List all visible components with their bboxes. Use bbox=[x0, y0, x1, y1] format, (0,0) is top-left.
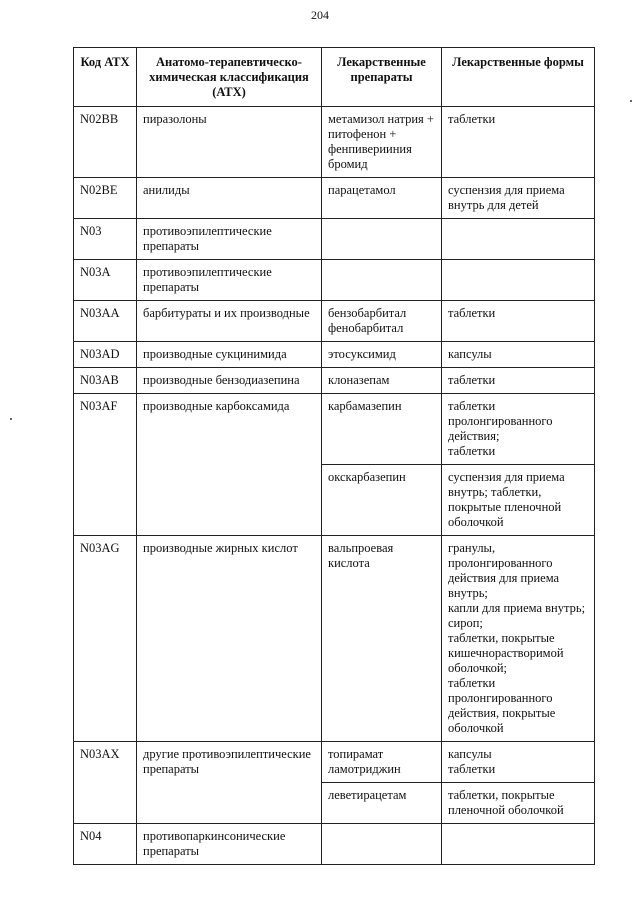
atx-code-cell: N03AD bbox=[74, 342, 137, 368]
form-cell bbox=[442, 260, 595, 301]
form-cell: таблетки bbox=[442, 368, 595, 394]
drug-cell: этосуксимид bbox=[322, 342, 442, 368]
atx-code-cell: N03AX bbox=[74, 742, 137, 824]
atx-code-cell: N03AA bbox=[74, 301, 137, 342]
table-row bbox=[74, 342, 595, 368]
form-cell bbox=[442, 219, 595, 260]
table-row bbox=[74, 368, 595, 394]
drug-cell: леветирацетам bbox=[322, 783, 442, 824]
classification-cell: другие противоэпилептические препараты bbox=[137, 742, 322, 824]
atx-code-cell: N04 bbox=[74, 824, 137, 865]
drug-cell bbox=[322, 824, 442, 865]
form-cell: таблетки bbox=[442, 301, 595, 342]
scan-speck bbox=[630, 100, 632, 102]
classification-cell: производные жирных кислот bbox=[137, 536, 322, 742]
table-row bbox=[74, 394, 595, 465]
atx-code-cell: N03 bbox=[74, 219, 137, 260]
table-row bbox=[74, 824, 595, 865]
drug-cell: вальпроевая кислота bbox=[322, 536, 442, 742]
form-cell: капсулы bbox=[442, 342, 595, 368]
form-cell: таблетки пролонгированного действия; таблетки bbox=[442, 394, 595, 465]
drug-cell: парацетамол bbox=[322, 178, 442, 219]
header-code: Код АТХ bbox=[74, 48, 137, 107]
drug-cell: топирамат ламотриджин bbox=[322, 742, 442, 783]
classification-cell: противоэпилептические препараты bbox=[137, 219, 322, 260]
scan-speck bbox=[10, 418, 12, 420]
page-number: 204 bbox=[311, 8, 329, 22]
classification-cell: производные сукцинимида bbox=[137, 342, 322, 368]
form-cell: капсулы таблетки bbox=[442, 742, 595, 783]
table-row bbox=[74, 178, 595, 219]
drug-cell bbox=[322, 260, 442, 301]
form-cell: суспензия для приема внутрь для детей bbox=[442, 178, 595, 219]
atx-code-cell: N03AG bbox=[74, 536, 137, 742]
table-row bbox=[74, 260, 595, 301]
table-row bbox=[74, 219, 595, 260]
form-cell: таблетки bbox=[442, 107, 595, 178]
drug-cell: бензобарбитал фенобарбитал bbox=[322, 301, 442, 342]
header-forms: Лекарственные формы bbox=[442, 48, 595, 107]
form-cell: таблетки, покрытые пленочной оболочкой bbox=[442, 783, 595, 824]
drug-cell: окскарбазепин bbox=[322, 465, 442, 536]
classification-cell: анилиды bbox=[137, 178, 322, 219]
atx-code-cell: N03A bbox=[74, 260, 137, 301]
table-row bbox=[74, 301, 595, 342]
form-cell bbox=[442, 824, 595, 865]
atx-code-cell: N03AB bbox=[74, 368, 137, 394]
atx-code-cell: N03AF bbox=[74, 394, 137, 536]
classification-cell: производные карбоксамида bbox=[137, 394, 322, 536]
header-row bbox=[74, 48, 595, 107]
classification-cell: производные бензодиазепина bbox=[137, 368, 322, 394]
drug-cell: метамизол натрия + питофенон + фенпиверииния бромид bbox=[322, 107, 442, 178]
atx-code-cell: N02BE bbox=[74, 178, 137, 219]
classification-cell: пиразолоны bbox=[137, 107, 322, 178]
table-row bbox=[74, 536, 595, 742]
classification-cell: барбитураты и их производные bbox=[137, 301, 322, 342]
atx-code-cell: N02BB bbox=[74, 107, 137, 178]
classification-cell: противоэпилептические препараты bbox=[137, 260, 322, 301]
drug-cell: карбамазепин bbox=[322, 394, 442, 465]
form-cell: суспензия для приема внутрь; таблетки, покрытые пленочной оболочкой bbox=[442, 465, 595, 536]
header-drugs: Лекарственные препараты bbox=[322, 48, 442, 107]
table-row bbox=[74, 742, 595, 783]
atx-table bbox=[73, 47, 595, 865]
form-cell: гранулы, пролонгированного действия для приема внутрь; капли для приема внутрь; сироп; таблетки, покрытые кишечнорастворимой оболочкой; таблетки пролонгированного действия, покрытые оболочкой bbox=[442, 536, 595, 742]
drug-cell: клоназепам bbox=[322, 368, 442, 394]
classification-cell: противопаркинсонические препараты bbox=[137, 824, 322, 865]
drug-cell bbox=[322, 219, 442, 260]
table-row bbox=[74, 107, 595, 178]
header-classification: Анатомо-терапевтическо- химическая классификация (АТХ) bbox=[137, 48, 322, 107]
